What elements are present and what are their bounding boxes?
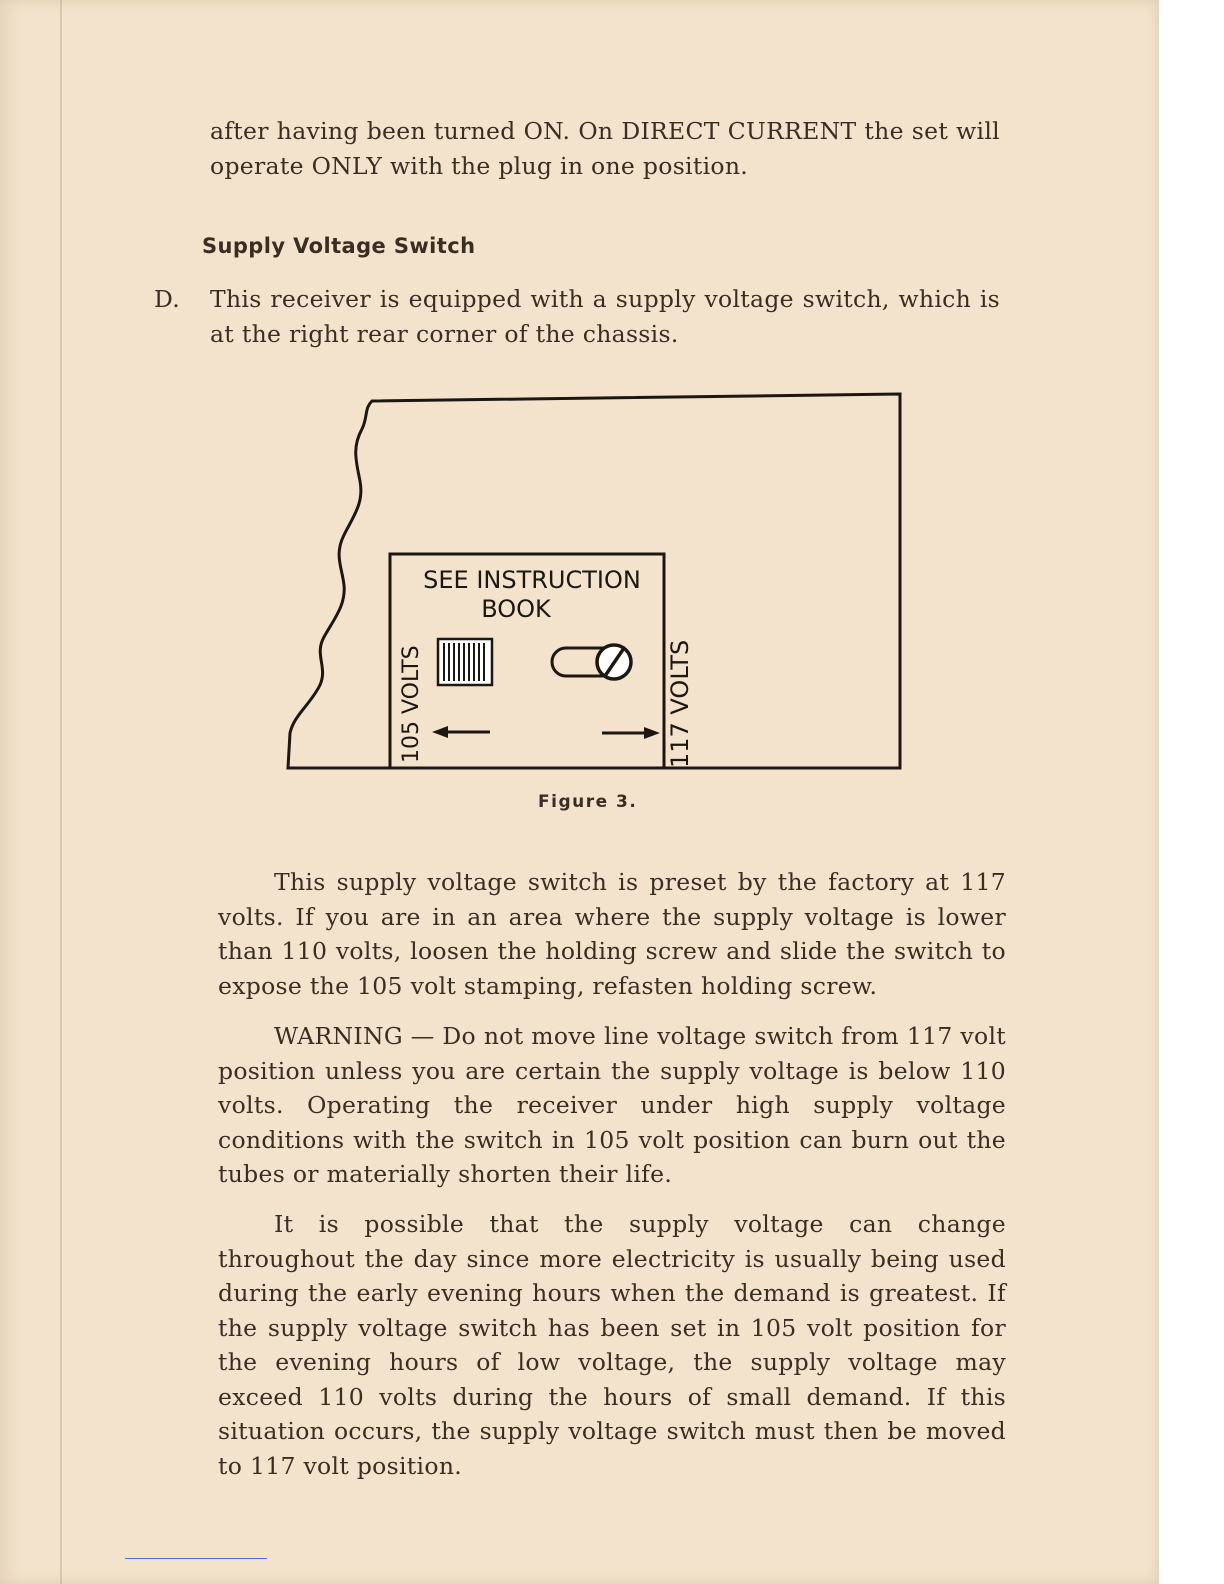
left-arrow-icon: [432, 726, 490, 738]
paragraph-preset: This supply voltage switch is preset by the factory at 117 volts. If you are in an area where the supply voltage is lower than 110 volts, loosen the holding screw and slide the switch to expose the 105 volt stamping, refasten holding screw.: [218, 868, 1006, 1000]
holding-screw-icon: [552, 645, 631, 679]
binding-edge: [60, 0, 62, 1584]
plate-label-line1: SEE INSTRUCTION: [423, 566, 641, 594]
paragraph-voltage-change: It is possible that the supply voltage can change throughout the day since more electricity is usually being used during the early evening hours when the demand is greatest. If the supply voltage switch has been set in 105 volt position for the evening hours of low voltage, the supply voltage may exceed 110 volts during the hours of small demand. If this situation occurs, the supply voltage switch must then be moved to 117 volt position.: [218, 1210, 1006, 1480]
left-volts-label: 105 VOLTS: [399, 645, 424, 763]
footer-link-underline[interactable]: [125, 1558, 267, 1559]
paragraph-top: after having been turned ON. On DIRECT CURRENT the set will operate ONLY with the plug in one position.: [210, 117, 1000, 180]
plate-label-line2: BOOK: [481, 595, 551, 623]
figure-caption: Figure 3.: [538, 792, 638, 812]
paragraph-warning: WARNING — Do not move line voltage switch from 117 volt position unless you are certain the supply voltage is below 110 volts. Operating the receiver under high supply voltage conditions with the switch in 105 volt position can burn out the tubes or materially shorten their life.: [218, 1022, 1006, 1188]
right-arrow-icon: [602, 727, 660, 739]
figure-3-diagram: [280, 385, 910, 780]
item-text: This receiver is equipped with a supply voltage switch, which is at the right rear corner of the chassis.: [210, 285, 1000, 348]
section-heading: Supply Voltage Switch: [202, 234, 476, 258]
slider-grip-lines: [444, 643, 484, 681]
page-margin-white: [1158, 0, 1224, 1584]
item-marker: D.: [154, 285, 181, 313]
right-volts-label: 117 VOLTS: [666, 639, 694, 768]
